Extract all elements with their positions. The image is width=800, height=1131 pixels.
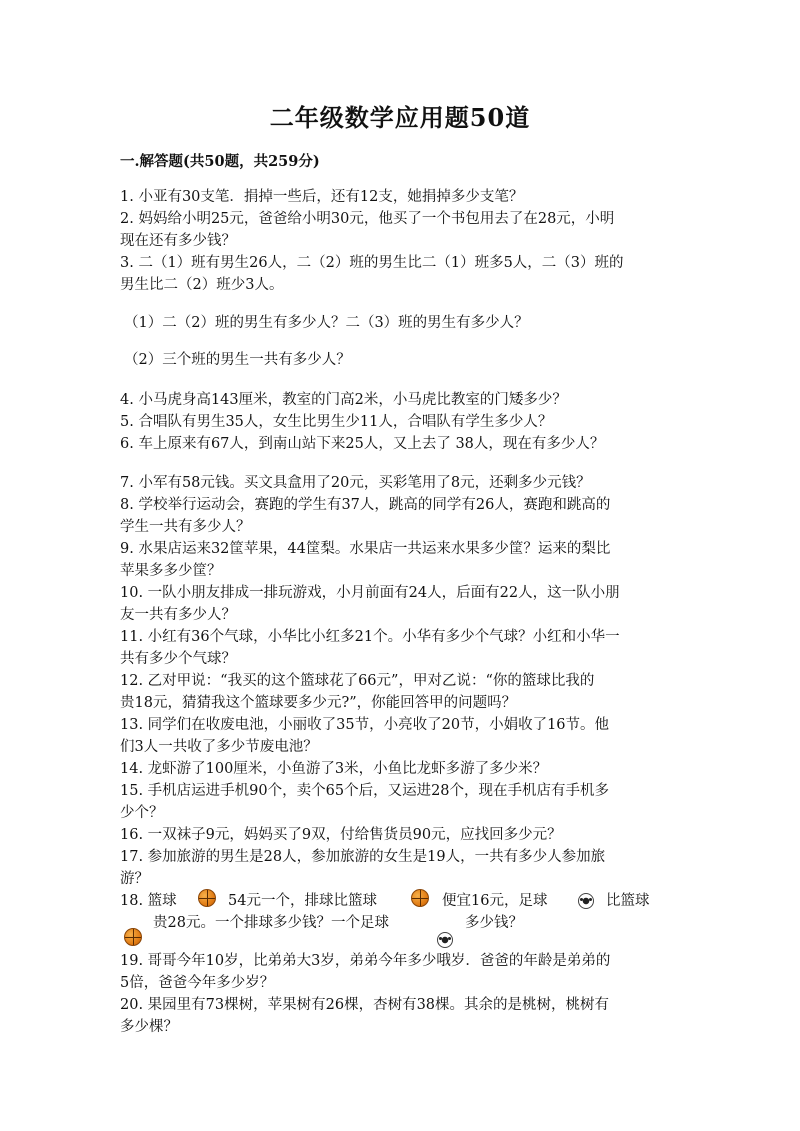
question-18-part-6: 多少钱？ xyxy=(465,915,523,931)
basketball-icon xyxy=(411,889,429,907)
soccer-ball-icon xyxy=(437,932,453,948)
question-3-subquestion-2: （2）三个班的男生一共有多少人？ xyxy=(124,352,351,368)
question-19-line-2: 5倍，爸爸今年多少岁？ xyxy=(120,975,275,991)
question-13-line-2: 们3人一共收了多少节废电池？ xyxy=(120,739,318,755)
question-7: 7. 小军有58元钱。买文具盒用了20元，买彩笔用了8元，还剩多少元钱？ xyxy=(120,475,591,491)
question-15-line-2: 少个？ xyxy=(120,805,164,821)
page-title: 二年级数学应用题50道 xyxy=(269,103,531,132)
question-12-line-1: 12. 乙对甲说：“我买的这个篮球花了66元”，甲对乙说：“你的篮球比我的 xyxy=(120,673,595,689)
question-3-subquestion-1: （1）二（2）班的男生有多少人？二（3）班的男生有多少人？ xyxy=(124,315,529,331)
question-2-line-2: 现在还有多少钱？ xyxy=(120,233,236,249)
question-13-line-1: 13. 同学们在收废电池，小丽收了35节，小亮收了20节，小娟收了16节。他 xyxy=(120,717,610,733)
question-14: 14. 龙虾游了100厘米，小鱼游了3米，小鱼比龙虾多游了多少米？ xyxy=(120,761,548,777)
question-8-line-1: 8. 学校举行运动会，赛跑的学生有37人，跳高的同学有26人，赛跑和跳高的 xyxy=(120,497,611,513)
question-18-part-2: 54元一个，排球比篮球 xyxy=(228,893,377,909)
question-16: 16. 一双袜子9元，妈妈买了9双，付给售货员90元，应找回多少元？ xyxy=(120,827,562,843)
question-6: 6. 车上原来有67人，到南山站下来25人，又上去了 38人，现在有多少人？ xyxy=(120,436,605,452)
question-19-line-1: 19. 哥哥今年10岁，比弟弟大3岁，弟弟今年多少哦岁．爸爸的年龄是弟弟的 xyxy=(120,953,611,969)
question-1: 1. 小亚有30支笔．捐掉一些后，还有12支，她捐掉多少支笔？ xyxy=(120,189,524,205)
question-20-line-1: 20. 果园里有73棵树，苹果树有26棵，杏树有38棵。其余的是桃树，桃树有 xyxy=(120,997,610,1013)
basketball-icon xyxy=(124,928,142,946)
question-4: 4. 小马虎身高143厘米，教室的门高2米，小马虎比教室的门矮多少？ xyxy=(120,392,567,408)
question-9-line-2: 苹果多多少筐？ xyxy=(120,563,222,579)
soccer-ball-icon xyxy=(578,893,594,909)
question-11-line-1: 11. 小红有36个气球，小华比小红多21个。小华有多少个气球？小红和小华一 xyxy=(120,629,620,645)
question-10-line-2: 友一共有多少人？ xyxy=(120,607,236,623)
question-3-line-1: 3. 二（1）班有男生26人，二（2）班的男生比二（1）班多5人，二（3）班的 xyxy=(120,255,624,271)
question-18-part-5: 贵28元。一个排球多少钱？一个足球 xyxy=(153,915,389,931)
question-20-line-2: 多少棵？ xyxy=(120,1019,178,1035)
question-8-line-2: 学生一共有多少人？ xyxy=(120,519,251,535)
question-17-line-1: 17. 参加旅游的男生是28人，参加旅游的女生是19人，一共有多少人参加旅 xyxy=(120,849,606,865)
question-11-line-2: 共有多少个气球？ xyxy=(120,651,236,667)
question-18-part-4: 比篮球 xyxy=(606,893,650,909)
question-5: 5. 合唱队有男生35人，女生比男生少11人，合唱队有学生多少人？ xyxy=(120,414,553,430)
basketball-icon xyxy=(198,889,216,907)
question-12-line-2: 贵18元，猜猜我这个篮球要多少元?”，你能回答甲的问题吗？ xyxy=(120,695,517,711)
question-18-part-3: 便宜16元，足球 xyxy=(442,893,548,909)
question-10-line-1: 10. 一队小朋友排成一排玩游戏，小月前面有24人，后面有22人，这一队小朋 xyxy=(120,585,620,601)
section-heading: 一.解答题(共50题，共259分) xyxy=(120,153,320,170)
question-18-part-1: 18. 篮球 xyxy=(120,893,177,909)
question-3-line-2: 男生比二（2）班少3人。 xyxy=(120,277,284,293)
question-2-line-1: 2. 妈妈给小明25元，爸爸给小明30元，他买了一个书包用去了在28元，小明 xyxy=(120,211,615,227)
question-9-line-1: 9. 水果店运来32筐苹果，44筐梨。水果店一共运来水果多少筐？运来的梨比 xyxy=(120,541,611,557)
question-15-line-1: 15. 手机店运进手机90个，卖个65个后，又运进28个，现在手机店有手机多 xyxy=(120,783,610,799)
question-17-line-2: 游？ xyxy=(120,871,149,887)
